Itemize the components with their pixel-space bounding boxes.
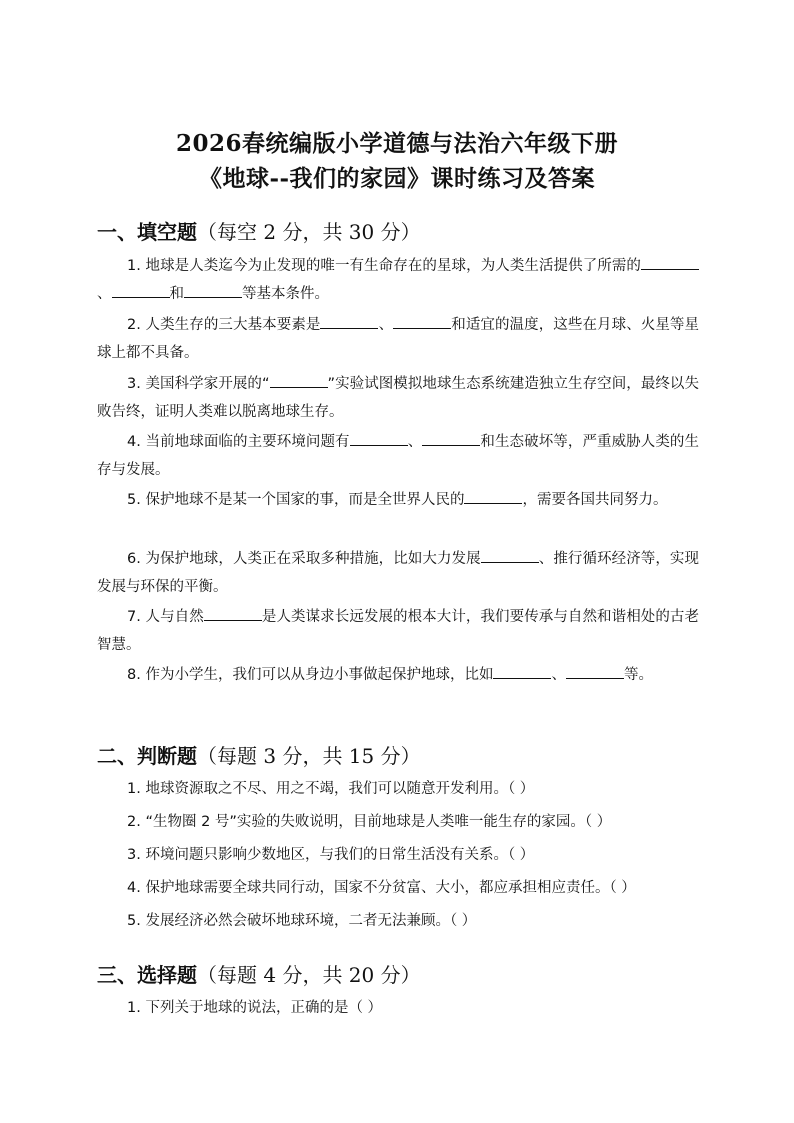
fill-question-8: 8. 作为小学生，我们可以从身边小事做起保护地球，比如 、 等。	[97, 661, 699, 689]
fill-question-2: 2. 人类生存的三大基本要素是 、 和适宜的温度，这些在月球、火星等星球上都不具备。	[97, 311, 699, 367]
document-title-line2: 《地球--我们的家园》课时练习及答案	[198, 165, 596, 192]
fill-question-7: 7. 人与自然 是人类谋求长远发展的根本大计，我们要传承与自然和谐相处的古老智慧。	[97, 603, 699, 659]
answer-blank[interactable]	[641, 254, 699, 270]
fill-question-4: 4. 当前地球面临的主要环境问题有 、 和生态破坏等，严重威胁人类的生存与发展。	[97, 428, 699, 484]
answer-blank[interactable]	[184, 282, 242, 298]
fill-question-6: 6. 为保护地球，人类正在采取多种措施，比如大力发展 、推行循环经济等，实现发展与环保的平衡。	[97, 545, 699, 601]
answer-blank[interactable]	[270, 372, 328, 388]
judge-question-3: 3. 环境问题只影响少数地区，与我们的日常生活没有关系。（ ）	[127, 847, 535, 863]
document-title-line1: 2026春统编版小学道德与法治六年级下册	[175, 130, 618, 157]
answer-blank[interactable]	[350, 430, 408, 446]
answer-blank[interactable]	[493, 663, 551, 679]
judge-question-4: 4. 保护地球需要全球共同行动，国家不分贫富、大小，都应承担相应责任。（ ）	[127, 880, 636, 896]
judge-question-5: 5. 发展经济必然会破坏地球环境，二者无法兼顾。（ ）	[127, 913, 477, 929]
section-title: 二、判断题	[97, 744, 197, 768]
answer-blank[interactable]	[204, 605, 262, 621]
answer-blank[interactable]	[393, 313, 451, 329]
answer-blank[interactable]	[112, 282, 170, 298]
answer-blank[interactable]	[320, 313, 378, 329]
fill-question-5: 5. 保护地球不是某一个国家的事，而是全世界人民的 ，需要各国共同努力。	[97, 486, 699, 514]
section-score: （每题 4 分，共 20 分）	[197, 963, 421, 987]
section-title: 一、填空题	[97, 220, 197, 244]
answer-blank[interactable]	[464, 488, 522, 504]
answer-blank[interactable]	[422, 430, 480, 446]
answer-blank[interactable]	[566, 663, 624, 679]
fill-question-1: 1. 地球是人类迄今为止发现的唯一有生命存在的星球，为人类生活提供了所需的、 和 等基本条件。	[97, 252, 699, 308]
choice-question-1: 1. 下列关于地球的说法，正确的是（ ）	[127, 1000, 383, 1016]
section-heading-choice	[97, 959, 421, 988]
answer-blank[interactable]	[481, 547, 539, 563]
section-title: 三、选择题	[97, 963, 197, 987]
section-heading-judge	[97, 740, 421, 769]
section-score: （每空 2 分，共 30 分）	[197, 220, 421, 244]
section-heading-fill	[97, 216, 421, 245]
fill-question-3: 3. 美国科学家开展的“ ”实验试图模拟地球生态系统建造独立生存空间，最终以失败告终，证明人类难以脱离地球生存。	[97, 370, 699, 426]
judge-question-1: 1. 地球资源取之不尽、用之不竭，我们可以随意开发利用。（ ）	[127, 781, 535, 797]
judge-question-2: 2. “生物圈 2 号”实验的失败说明，目前地球是人类唯一能生存的家园。（ ）	[127, 814, 612, 830]
section-score: （每题 3 分，共 15 分）	[197, 744, 421, 768]
